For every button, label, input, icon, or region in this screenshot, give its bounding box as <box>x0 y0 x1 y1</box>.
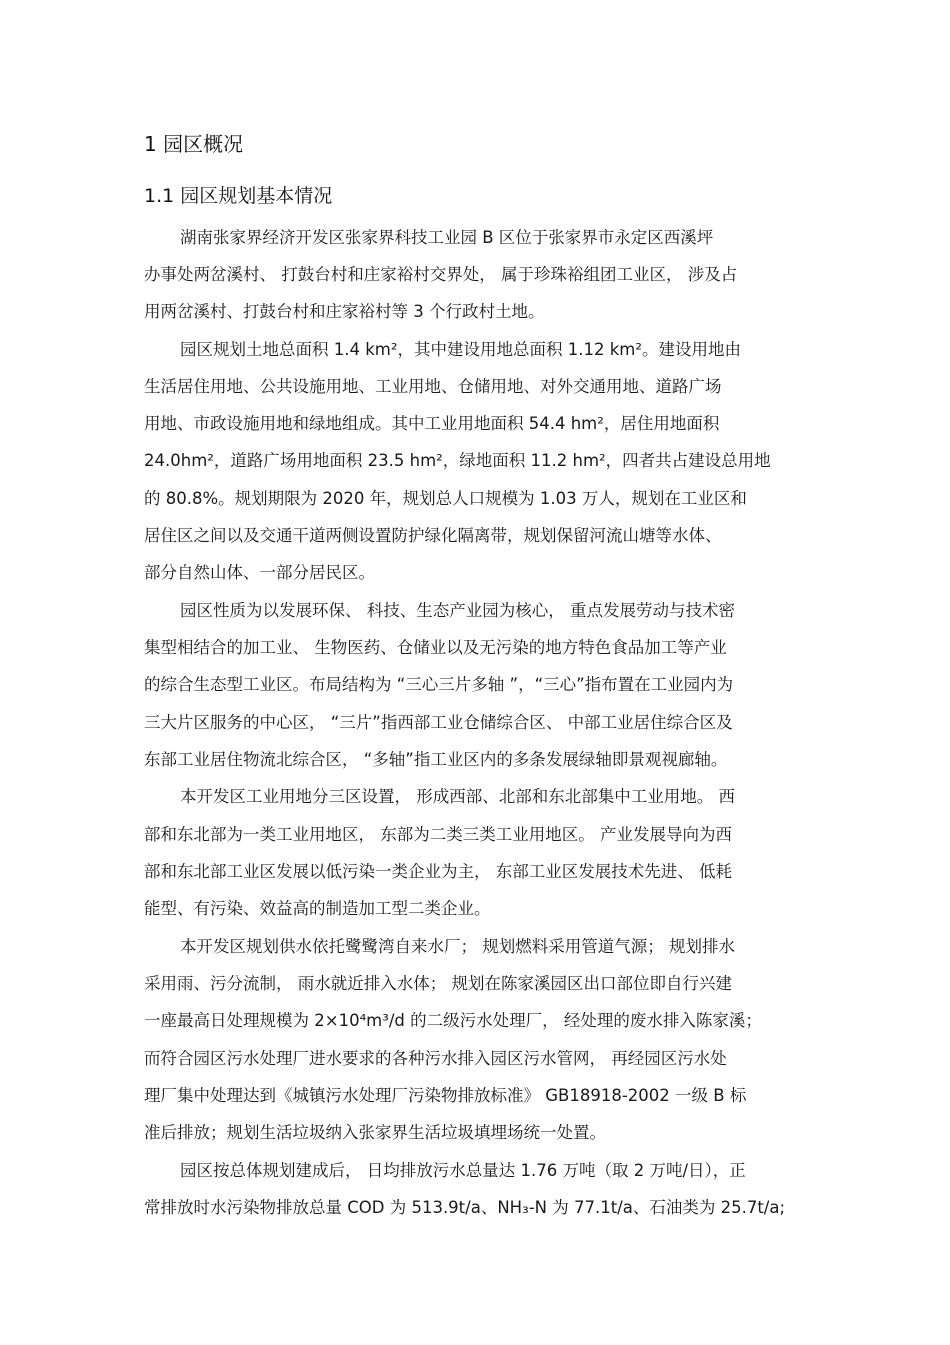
section-heading: 1 园区概况 <box>144 132 244 156</box>
paragraph-line: 本开发区工业用地分三区设置， 形成西部、北部和东北部集中工业用地。 西 <box>180 787 735 806</box>
paragraph-line: 办事处两岔溪村、 打鼓台村和庄家裕村交界处， 属于珍珠裕组团工业区， 涉及占 <box>144 265 738 284</box>
paragraph-line: 三大片区服务的中心区， “三片”指西部工业仓储综合区、 中部工业居住综合区及 <box>144 713 733 732</box>
paragraph-line: 24.0hm²，道路广场用地面积 23.5 hm²，绿地面积 11.2 hm²，四者共占建设总用地 <box>144 451 771 470</box>
subsection-heading: 1.1 园区规划基本情况 <box>144 185 333 207</box>
paragraph-line: 东部工业居住物流北综合区， “多轴”指工业区内的多条发展绿轴即景观视廊轴。 <box>144 750 728 769</box>
paragraph-line: 生活居住用地、公共设施用地、工业用地、仓储用地、对外交通用地、道路广场 <box>144 377 722 396</box>
paragraph-line: 的 80.8%。规划期限为 2020 年，规划总人口规模为 1.03 万人，规划在工业区和 <box>144 489 747 508</box>
paragraph-line: 用地、市政设施用地和绿地组成。其中工业用地面积 54.4 hm²，居住用地面积 <box>144 414 720 433</box>
paragraph-line: 集型相结合的加工业、 生物医药、仓储业以及无污染的地方特色食品加工等产业 <box>144 638 727 657</box>
paragraph-line: 部和东北部工业区发展以低污染一类企业为主， 东部工业区发展技术先进、 低耗 <box>144 862 732 881</box>
paragraph-line: 理厂集中处理达到《城镇污水处理厂污染物排放标准》 GB18918-2002 一级 B 标 <box>144 1086 747 1105</box>
paragraph-line: 常排放时水污染物排放总量 COD 为 513.9t/a、NH₃-N 为 77.1t/a、石油类为 25.7t/a; <box>144 1198 786 1217</box>
paragraph-line: 居住区之间以及交通干道两侧设置防护绿化隔离带，规划保留河流山塘等水体、 <box>144 526 722 545</box>
paragraph-line: 准后排放；规划生活垃圾纳入张家界生活垃圾填埋场统一处置。 <box>144 1123 606 1142</box>
paragraph-line: 采用雨、污分流制， 雨水就近排入水体； 规划在陈家溪园区出口部位即自行兴建 <box>144 974 732 993</box>
paragraph-line: 园区按总体规划建成后， 日均排放污水总量达 1.76 万吨（取 2 万吨/日），正 <box>180 1161 746 1180</box>
paragraph-line: 园区规划土地总面积 1.4 km²，其中建设用地总面积 1.12 km²。建设用地由 <box>180 340 741 359</box>
paragraph-line: 的综合生态型工业区。布局结构为 “三心三片多轴 ”，“三心”指布置在工业园内为 <box>144 675 734 694</box>
paragraph-line: 用两岔溪村、打鼓台村和庄家裕村等 3 个行政村土地。 <box>144 302 545 321</box>
paragraph-line: 而符合园区污水处理厂进水要求的各种污水排入园区污水管网， 再经园区污水处 <box>144 1049 727 1068</box>
paragraph-line: 部分自然山体、一部分居民区。 <box>144 563 375 582</box>
paragraph-line: 本开发区规划供水依托鹭鹭湾自来水厂； 规划燃料采用管道气源； 规划排水 <box>180 937 735 956</box>
paragraph-line: 能型、有污染、效益高的制造加工型二类企业。 <box>144 899 491 918</box>
paragraph-line: 部和东北部为一类工业用地区， 东部为二类三类工业用地区。 产业发展导向为西 <box>144 825 732 844</box>
paragraph-line: 一座最高日处理规模为 2×10⁴m³/d 的二级污水处理厂， 经处理的废水排入陈家溪； <box>144 1011 762 1030</box>
paragraph-line: 园区性质为以发展环保、 科技、生态产业园为核心， 重点发展劳动与技术密 <box>180 601 735 620</box>
paragraph-line: 湖南张家界经济开发区张家界科技工业园 B 区位于张家界市永定区西溪坪 <box>180 228 714 247</box>
